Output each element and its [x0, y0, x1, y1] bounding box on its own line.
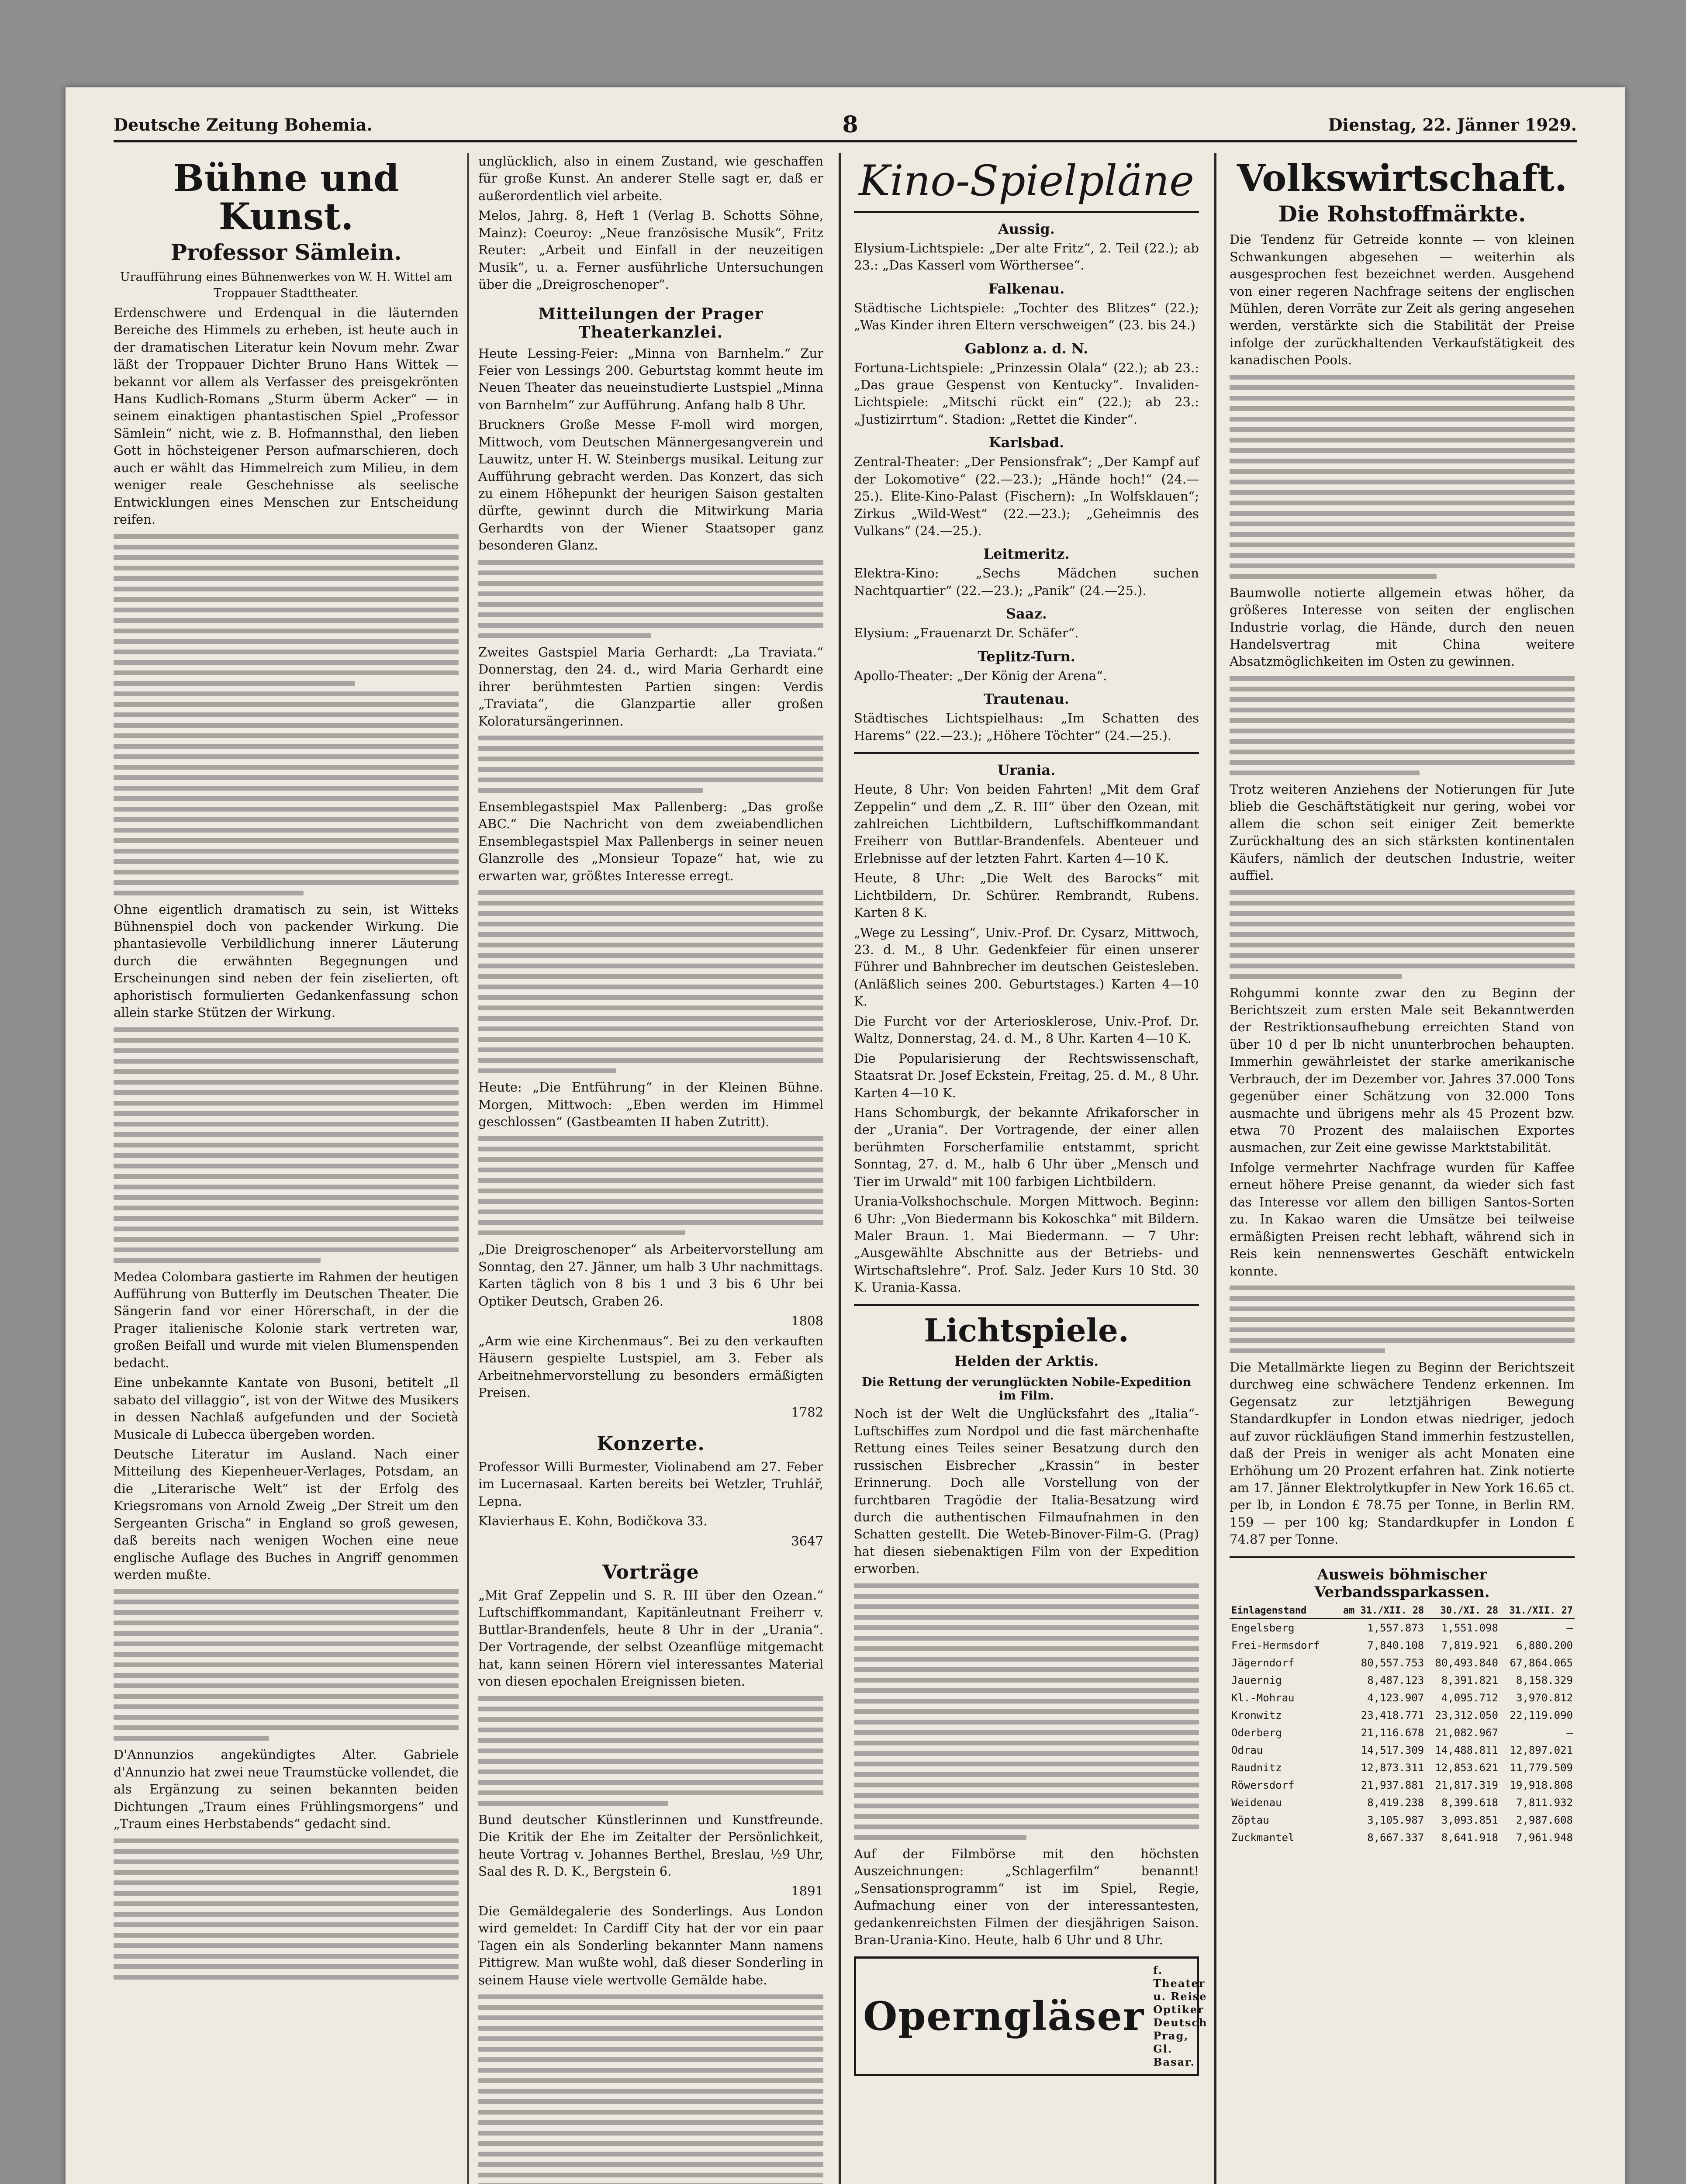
- table-title: Ausweis böhmischer Verbandssparkassen.: [1314, 1565, 1490, 1601]
- urania-item: Die Popularisierung der Rechtswissenschaft, Staatsrat Dr. Josef Eckstein, Freitag, 25. d. M., 8 Uhr. Karten 4—10 K.: [854, 1051, 1199, 1100]
- news-item: Professor Willi Burmester, Violinabend am 27. Feber im Lucernasaal. Karten bereits bei Wetzler, Truhlář, Lepna.: [478, 1459, 823, 1509]
- news-item: Eine unbekannte Kantate von Busoni, betitelt „Il sabato del villaggio“, ist von der Witwe des Musikers in dessen Nachlaß aufgefunden und der Società Musicale di Lubecca übergeben worden.: [114, 1375, 459, 1442]
- text-block: [1230, 1286, 1575, 1353]
- section-heading: Vorträge: [602, 1561, 699, 1583]
- news-item: Klavierhaus E. Kohn, Bodičkova 33.: [478, 1514, 708, 1529]
- table-cell: 11,779.509: [1510, 1761, 1573, 1774]
- table-cell: 8,419.238: [1367, 1796, 1424, 1809]
- article-paragraph: Erdenschwere und Erdenqual in die läuternden Bereiche des Himmels zu erheben, ist heute auch in der dramatischen Literatur kein Novum mehr. Zwar läßt der Troppauer Dichter Bruno Hans Wittek — bekannt vor allem als Verfasser des preisgekrönten Hans Kudlich-Romans „Sturm überm Acker“ — in seinem einaktigen phantastischen Spiel „Professor Sämlein“ nicht, wie z. B. Hofmannsthal, den lieben Gott in höchsteigener Person aufmarschieren, doch auch er wählt das Himmelreich zum Milieu, in dem weniger reale Geschehnisse als seelische Entwicklungen eines Menschen zur Entscheidung reifen.: [114, 305, 459, 527]
- news-item: „Arm wie eine Kirchenmaus“. Bei zu den verkauften Häusern gespielte Lustspiel, am 3. Feber als Arbeitnehmervorstellung zu besonders ermäßigten Preisen.: [478, 1333, 823, 1400]
- city-heading: Karlsbad.: [988, 434, 1064, 451]
- table-cell: Weidenau: [1231, 1796, 1282, 1809]
- city-heading: Gablonz a. d. N.: [964, 340, 1088, 357]
- table-cell: 21,116.678: [1361, 1726, 1424, 1739]
- article-intro: Uraufführung eines Bühnenwerkes von W. H. Wittel am Troppauer Stadttheater.: [120, 270, 453, 301]
- table-cell: 6,880.200: [1516, 1639, 1573, 1652]
- table-row: [1230, 1707, 1575, 1724]
- news-item: Deutsche Literatur im Ausland. Nach einer Mitteilung des Kiepenheuer-Verlages, Potsdam, an die „Literarische Welt“ ist der Erfolg des Kriegsromans von Arnold Zweig „Der Streit um den Sergeanten Grischa“ in England so groß gewesen, daß bereits nach wenigen Wochen eine neue englische Auflage des Buches in Angriff genommen werden mußte.: [114, 1446, 459, 1582]
- table-row: [1230, 1724, 1575, 1742]
- table-cell: 12,897.021: [1510, 1744, 1573, 1756]
- text-block: [114, 1589, 459, 1741]
- table-cell: —: [1566, 1621, 1573, 1634]
- news-item: D'Annunzios angekündigtes Alter. Gabriele d'Annunzio hat zwei neue Traumstücke vollendet, die als Ergänzung zu seinen bekannten beiden Dichtungen „Traum eines Frühlingsmorgens“ und „Traum eines Herbstabends“ gedacht sind.: [114, 1747, 459, 1832]
- table-row: [1230, 1759, 1575, 1776]
- table-cell: 1,557.873: [1367, 1621, 1424, 1634]
- table-cell: 3,105.987: [1367, 1814, 1424, 1826]
- divider: [854, 211, 1199, 213]
- column-rule: [839, 153, 841, 2184]
- ad-line: Prag, Gl. Basar.: [1153, 2029, 1195, 2069]
- section-heading: Mitteilungen der Prager Theaterkanzlei.: [538, 304, 764, 342]
- header-date: Dienstag, 22. Jänner 1929.: [1328, 114, 1577, 135]
- city-heading: Aussig.: [998, 220, 1055, 237]
- table-cell: Jauernig: [1231, 1674, 1282, 1686]
- table-row: [1230, 1829, 1575, 1846]
- table-row: [1230, 1672, 1575, 1689]
- cinema-listing: Elektra-Kino: „Sechs Mädchen suchen Nachtquartier“ (22.—23.); „Panik“ (24.—25.).: [854, 566, 1199, 598]
- ad-number: 3647: [791, 1533, 823, 1548]
- table-cell: Oderberg: [1231, 1726, 1282, 1739]
- ad-headline: Operngläser: [863, 1993, 1145, 2040]
- table-cell: 2,987.608: [1516, 1814, 1573, 1826]
- table-cell: 8,391.821: [1441, 1674, 1498, 1686]
- page-header: [114, 109, 1577, 142]
- article-paragraph: Die Metallmärkte liegen zu Beginn der Berichtszeit durchweg eine schwächere Tendenz erkennen. Im Gegensatz zur letztjährigen Bewegung Standardkupfer in London etwas niedriger, jedoch auf zuvor rückläufigen Stand immerhin festzustellen, daß der Preis in weniger als acht Monaten eine Erhöhung um 20 Prozent erfahren hat. Zink notierte am 17. Jänner Elektrolytkupfer in New York 16.65 ct. per lb, in London £ 78.75 per Tonne, in Berlin RM. 159 — per 100 kg; Standardkupfer in London £ 74.87 per Tonne.: [1230, 1359, 1575, 1547]
- table-row: [1230, 1794, 1575, 1811]
- table-cell: 23,312.050: [1435, 1709, 1498, 1721]
- table-cell: 4,095.712: [1441, 1691, 1498, 1704]
- table-cell: Kronwitz: [1231, 1709, 1282, 1721]
- table-row: [1230, 1654, 1575, 1672]
- article-paragraph: Baumwolle notierte allgemein etwas höher, da größeres Interesse von seiten der englischen Industrie vorlag, die Hände, durch den neuen Handelsvertrag mit China weitere Absatzmöglichkeiten im Osten zu gewinnen.: [1230, 585, 1575, 669]
- section-title: Bühne und Kunst.: [173, 156, 399, 238]
- table-cell: 7,961.948: [1516, 1831, 1573, 1844]
- column-kino: [854, 153, 1208, 2184]
- text-block: [114, 1027, 459, 1263]
- table-cell: 8,641.918: [1441, 1831, 1498, 1844]
- article-paragraph: Ohne eigentlich dramatisch zu sein, ist Witteks Bühnenspiel doch von packender Wirkung. Die phantasievolle Verbildlichung innerer Läuterung durch die erwähnten Begegnungen und Erscheinungen sind neben der fein ziselierten, oft aphoristisch formulierten Gedankenfassung schon allein starke Stützen der Wirkung.: [114, 902, 459, 1020]
- news-item: „Mit Graf Zeppelin und S. R. III über den Ozean.“ Luftschiffkommandant, Kapitänleutnant Freiherr v. Buttlar-Brandenfels, heute 8 Uhr in der „Urania“. Der Vortragende, der selbst Ozeanflüge mitgemacht hat, kann seinen Hörern viel interessantes Material von diesen epochalen Ereignissen bieten.: [478, 1588, 823, 1689]
- urania-item: Hans Schomburgk, der bekannte Afrikaforscher in der „Urania“. Der Vortragende, der einer allen berühmten Forscherfamilie entstammt, spricht Sonntag, 27. d. M., halb 6 Uhr über „Mensch und Tier im Urwald“ mit 100 farbigen Lichtbildern.: [854, 1105, 1199, 1189]
- column-theater: [478, 153, 823, 2184]
- text-block: [114, 534, 459, 895]
- table-cell: 12,853.621: [1435, 1761, 1498, 1774]
- text-block: [1230, 890, 1575, 979]
- news-item: Bund deutscher Künstlerinnen und Kunstfreunde. Die Kritik der Ehe im Zeitalter der Persönlichkeit, heute Vortrag v. Johannes Berthel, Breslau, ½9 Uhr, Saal des R. D. K., Bergstein 6.: [478, 1812, 823, 1879]
- table-cell: 21,937.881: [1361, 1779, 1424, 1791]
- city-heading: Teplitz-Turn.: [978, 648, 1075, 665]
- news-item: Zweites Gastspiel Maria Gerhardt: „La Traviata.“ Donnerstag, den 24. d., wird Maria Gerhardt eine ihrer berühmtesten Partien singen: Verdis „Traviata“, die Glanzpartie aller großen Koloratursängerinnen.: [478, 644, 823, 729]
- text-block: [478, 736, 823, 793]
- news-item: Ensemblegastspiel Max Pallenberg: „Das große ABC.“ Die Nachricht von dem zweiabendlichen Ensemblegastspiel Max Pallenbergs in seiner neuen Glanzrolle des „Monsieur Topaze“ hat, wie zu erwarten war, größtes Interesse erregt.: [478, 799, 823, 883]
- table-header-cell: Einlagenstand: [1230, 1603, 1332, 1619]
- news-item: Heute Lessing-Feier: „Minna von Barnhelm.“ Zur Feier von Lessings 200. Geburtstag kommt heute im Neuen Theater das neueinstudierte Lustspiel „Minna von Barnhelm“ zur Aufführung. Anfang halb 8 Uhr.: [478, 346, 823, 412]
- table-cell: 1,551.098: [1441, 1621, 1498, 1634]
- table-row: [1230, 1618, 1575, 1637]
- table-cell: —: [1566, 1726, 1573, 1739]
- table-cell: 21,817.319: [1435, 1779, 1498, 1791]
- table-row: [1230, 1811, 1575, 1829]
- table-row: [1230, 1637, 1575, 1654]
- divider: [854, 1304, 1199, 1306]
- article-paragraph: Noch ist der Welt die Unglücksfahrt des „Italia“-Luftschiffes zum Nordpol und die fast märchenhafte Rettung eines Teiles seiner Besatzung durch den russischen Eisbrecher „Krassin“ in bester Erinnerung. Doch alle Vorstellung von der furchtbaren Tragödie der Italia-Besatzung wird durch die authentischen Filmaufnahmen in den Schatten gestellt. Die Weteb-Binover-Film-G. (Prag) hat diesen siebenaktigen Film von der Expedition erworben.: [854, 1406, 1199, 1576]
- table-cell: Jägerndorf: [1231, 1656, 1295, 1669]
- article-paragraph: Melos, Jahrg. 8, Heft 1 (Verlag B. Schotts Söhne, Mainz): Coeuroy: „Neue französische Musik“, Fritz Reuter: „Arbeit und Einfall in der neuzeitigen Musik“, u. a. Ferner ausführliche Untersuchungen über die „Dreigroschenoper“.: [478, 208, 823, 292]
- news-item: „Die Dreigroschenoper“ als Arbeitervorstellung am Sonntag, den 27. Jänner, um halb 3 Uhr nachmittags. Karten täglich von 8 bis 1 und 3 bis 6 Uhr bei Optiker Deutsch, Graben 26.: [478, 1242, 823, 1309]
- news-item: Heute: „Die Entführung“ in der Kleinen Bühne. Morgen, Mittwoch: „Eben werden im Himmel geschlossen“ (Gastbeamten II haben Zutritt).: [478, 1080, 823, 1129]
- table-cell: 7,840.108: [1367, 1639, 1424, 1652]
- text-block: [1230, 676, 1575, 775]
- table-cell: 8,399.618: [1441, 1796, 1498, 1809]
- article-paragraph: Auf der Filmbörse mit den höchsten Auszeichnungen: „Schlagerfilm“ benannt! „Sensationsprogramm“ ist im Spiel, Regie, Aufmachung einer von der interessantesten, gedankenreichsten Filmen der diesjährigen Saison. Bran-Urania-Kino. Heute, halb 6 Uhr und 8 Uhr.: [854, 1846, 1199, 1947]
- table-cell: 21,082.967: [1435, 1726, 1498, 1739]
- cinema-listing: Elysium: „Frauenarzt Dr. Schäfer“.: [854, 625, 1079, 641]
- ad-number: 1782: [791, 1405, 823, 1420]
- news-item: Bruckners Große Messe F-moll wird morgen, Mittwoch, vom Deutschen Männergesangverein und Lauwitz, unter H. W. Steinbergs musikal. Leitung zur Aufführung gebracht werden. Das Konzert, das sich zu einem Höhepunkt der heurigen Saison gestalten dürfte, gewinnt durch die Mitwirkung Maria Gerhardts von der Wiener Staatsoper ganz besonderen Glanz.: [478, 417, 823, 553]
- city-heading: Trautenau.: [984, 691, 1069, 708]
- urania-item: Heute, 8 Uhr: „Die Welt des Barocks“ mit Lichtbildern, Dr. Schürer. Rembrandt, Rubens. Karten 8 K.: [854, 871, 1199, 920]
- column-rule: [1214, 153, 1216, 2184]
- table-cell: 23,418.771: [1361, 1709, 1424, 1721]
- table-cell: 22,119.090: [1510, 1709, 1573, 1721]
- table-header-cell: 31./XII. 27: [1500, 1603, 1575, 1619]
- column-buehne-und-kunst: [114, 153, 459, 2184]
- news-item: Medea Colombara gastierte im Rahmen der heutigen Aufführung von Butterfly im Deutschen Theater. Die Sängerin fand vor einer Hörerschaft, in der die Prager italienische Kolonie stark vertreten war, großen Beifall und wurde mit vielen Blumenspenden bedacht.: [114, 1269, 459, 1370]
- article-paragraph: Die Tendenz für Getreide konnte — von kleinen Schwankungen abgesehen — weiterhin als ausgesprochen fest bezeichnet werden. Ausgehend von einer regeren Nachfrage seitens der englischen Mühlen, deren Vorräte zur Zeit als gering angesehen werden, verstärkte sich die Stabilität der Preise infolge der zurückhaltenden Verkaufstätigkeit des kanadischen Pools.: [1230, 232, 1575, 368]
- cinema-listing: Apollo-Theater: „Der König der Arena“.: [854, 668, 1107, 683]
- ad-number: 1808: [791, 1313, 823, 1329]
- section-heading: Konzerte.: [597, 1432, 705, 1455]
- ad-number: 1891: [791, 1883, 823, 1899]
- table-cell: 14,517.309: [1361, 1744, 1424, 1756]
- divider: [1230, 1556, 1575, 1558]
- article-paragraph: Rohgummi konnte zwar den zu Beginn der Berichtszeit zum ersten Male seit Bekanntwerden der Restriktionsaufhebung erreichten Stand von über 10 d per lb nicht ununterbrochen behaupten. Immerhin gewährleistet der starke amerikanische Verbrauch, der im Dezember vor. Jahres 37.000 Tons gegenüber einer Schätzung von 32.000 Tons ausmachte und übrigens mehr als 45 Prozent bzw. etwa 70 Prozent des malaiischen Exportes ausmachen, zur Zeit eine gewisse Marktstabilität.: [1230, 985, 1575, 1155]
- table-cell: 8,158.329: [1516, 1674, 1573, 1686]
- urania-item: Urania-Volkshochschule. Morgen Mittwoch. Beginn: 6 Uhr: „Von Biedermann bis Kokoschka“ mit Bildern. Maler Braun. 1. Mai Biedermann. — 7 Uhr: „Ausgewählte Abschnitte aus der Betriebs- und Wirtschaftslehre“. Prof. Salz. Jeder Kurs 10 Std. 30 K. Urania-Kassa.: [854, 1194, 1199, 1295]
- cinema-listing: Städtisches Lichtspielhaus: „Im Schatten des Harems“ (22.—23.); „Höhere Töchter“ (24.—25.).: [854, 711, 1199, 743]
- table-cell: 80,493.840: [1435, 1656, 1498, 1669]
- city-heading: Saaz.: [1006, 605, 1047, 622]
- table-cell: Engelsberg: [1231, 1621, 1295, 1634]
- table-row: [1230, 1742, 1575, 1759]
- cinema-listing: Elysium-Lichtspiele: „Der alte Fritz“, 2. Teil (22.); ab 23.: „Das Kasserl vom Wörthersee“.: [854, 240, 1199, 273]
- table-cell: Frei-Hermsdorf: [1231, 1639, 1320, 1652]
- table-cell: 19,918.808: [1510, 1779, 1573, 1791]
- text-block: [114, 1838, 459, 1980]
- table-cell: Zuckmantel: [1231, 1831, 1295, 1844]
- column-rule: [467, 153, 469, 2184]
- text-block: [478, 560, 823, 638]
- table-row: [1230, 1776, 1575, 1794]
- table-cell: 80,557.753: [1361, 1656, 1424, 1669]
- table-cell: 8,667.337: [1367, 1831, 1424, 1844]
- table-cell: Röwersdorf: [1231, 1779, 1295, 1791]
- urania-item: Die Furcht vor der Arteriosklerose, Univ.-Prof. Dr. Waltz, Donnerstag, 24. d. M., 8 Uhr. Karten 4—10 K.: [854, 1013, 1199, 1046]
- article-subtitle: Die Rettung der verunglückten Nobile-Expedition im Film.: [862, 1375, 1191, 1403]
- urania-item: „Wege zu Lessing“, Univ.-Prof. Dr. Cysarz, Mittwoch, 23. d. M., 8 Uhr. Gedenkfeier für einen unserer Führer und Bahnbrecher im deutschen Geistesleben. (Anläßlich seines 200. Geburtstages.) Karten 4—10 K.: [854, 925, 1199, 1009]
- table-cell: 7,819.921: [1441, 1639, 1498, 1652]
- opera-glasses-ad: [854, 1956, 1208, 2076]
- ad-line: f. Theater u. Reise: [1153, 1964, 1207, 2003]
- cinema-listing: Fortuna-Lichtspiele: „Prinzessin Olala“ (22.); ab 23.: „Das graue Gespenst von Kentucky“. Invaliden-Lichtspiele: „Mitschi rückt ein“ (22.); ab 23.: „Justizirrtum“. Stadion: „Rettet die Kinder“.: [854, 360, 1199, 427]
- table-cell: 12,873.311: [1361, 1761, 1424, 1774]
- table-cell: 3,093.851: [1441, 1814, 1498, 1826]
- table-cell: Kl.-Mohrau: [1231, 1691, 1295, 1704]
- city-heading: Leitmeritz.: [983, 546, 1070, 563]
- cinema-listing: Städtische Lichtspiele: „Tochter des Blitzes“ (22.); „Was Kinder ihren Eltern verschweigen“ (23. bis 24.): [854, 300, 1199, 333]
- article-paragraph: Infolge vermehrter Nachfrage wurden für Kaffee erneut höhere Preise genannt, da wieder sich fast das Interesse vor allem den billigen Santos-Sorten zu. In Kakao waren die Umsätze bei teilweise ermäßigten Preisen recht lebhaft, während sich in Reis kein nennenswertes Geschäft entwickeln konnte.: [1230, 1160, 1575, 1279]
- text-block: [478, 890, 823, 1073]
- article-title: Helden der Arktis.: [954, 1353, 1099, 1370]
- table-cell: 14,488.811: [1435, 1744, 1498, 1756]
- text-block: [1230, 375, 1575, 579]
- article-title: Die Rohstoffmärkte.: [1278, 201, 1526, 227]
- table-header-cell: am 31./XII. 28: [1332, 1603, 1426, 1619]
- text-block: [478, 1696, 823, 1806]
- header-left: Deutsche Zeitung Bohemia.: [114, 114, 373, 135]
- table-cell: 3,970.812: [1516, 1691, 1573, 1704]
- section-title: Volkswirtschaft.: [1237, 156, 1568, 200]
- table-cell: Zöptau: [1231, 1814, 1269, 1826]
- savings-bank-table: [1230, 1603, 1575, 1846]
- ad-line: Optiker Deutsch: [1153, 2003, 1208, 2029]
- article-paragraph: Trotz weiteren Anziehens der Notierungen für Jute blieb die Geschäftstätigkeit nur gering, wobei vor allem die schon seit einiger Zeit bemerkte Zurückhaltung des an sich stärksten kontinentalen Käufers, nämlich der deutschen Industrie, weiter auffiel.: [1230, 781, 1575, 883]
- section-heading: Urania.: [997, 762, 1056, 779]
- table-cell: 8,487.123: [1367, 1674, 1424, 1686]
- text-block: [478, 1994, 823, 2184]
- table-cell: Odrau: [1231, 1744, 1263, 1756]
- newspaper-page: [66, 87, 1625, 2184]
- section-title: Lichtspiele.: [924, 1311, 1129, 1349]
- table-row: [1230, 1689, 1575, 1707]
- table-cell: 67,864.065: [1510, 1656, 1573, 1669]
- cinema-listing: Zentral-Theater: „Der Pensionsfrak“; „Der Kampf auf der Lokomotive“ (22.—23.); „Hände hoch!“ (24.—25.). Elite-Kino-Palast (Fischern): „In Wolfsklauen“; Zirkus „Wild-West“ (22.—23.); „Geheimnis des Vulkans“ (24.—25.).: [854, 454, 1199, 539]
- news-item: Die Gemäldegalerie des Sonderlings. Aus London wird gemeldet: In Cardiff City hat der vor ein paar Tagen ein als Sonderling bekannter Mann namens Pittigrew. Man wußte wohl, daß dieser Sonderling in seinem Hause viele wertvolle Gemälde habe.: [478, 1903, 823, 1987]
- table-cell: 7,811.932: [1516, 1796, 1573, 1809]
- city-heading: Falkenau.: [988, 280, 1065, 297]
- divider: [854, 752, 1199, 754]
- text-block: [854, 1583, 1199, 1840]
- page-number: 8: [842, 111, 858, 138]
- table-header-cell: 30./XI. 28: [1426, 1603, 1500, 1619]
- table-cell: 4,123.907: [1367, 1691, 1424, 1704]
- article-paragraph: unglücklich, also in einem Zustand, wie geschaffen für große Kunst. An anderer Stelle sagt er, daß er außerordentlich viel arbeite.: [478, 154, 823, 203]
- text-block: [478, 1136, 823, 1235]
- article-title: Professor Sämlein.: [170, 239, 402, 266]
- section-title: Kino-Spielpläne: [859, 156, 1194, 205]
- urania-item: Heute, 8 Uhr: Von beiden Fahrten! „Mit dem Graf Zeppelin“ und dem „Z. R. III“ über den Ozean, mit zahlreichen Lichtbildern, Luftschiffkommandant Freiherr von Buttlar-Brandenfels. Abenteuer und Erlebnisse auf der letzten Fahrt. Karten 4—10 K.: [854, 782, 1199, 866]
- table-cell: Raudnitz: [1231, 1761, 1282, 1774]
- column-volkswirtschaft: [1230, 153, 1575, 2184]
